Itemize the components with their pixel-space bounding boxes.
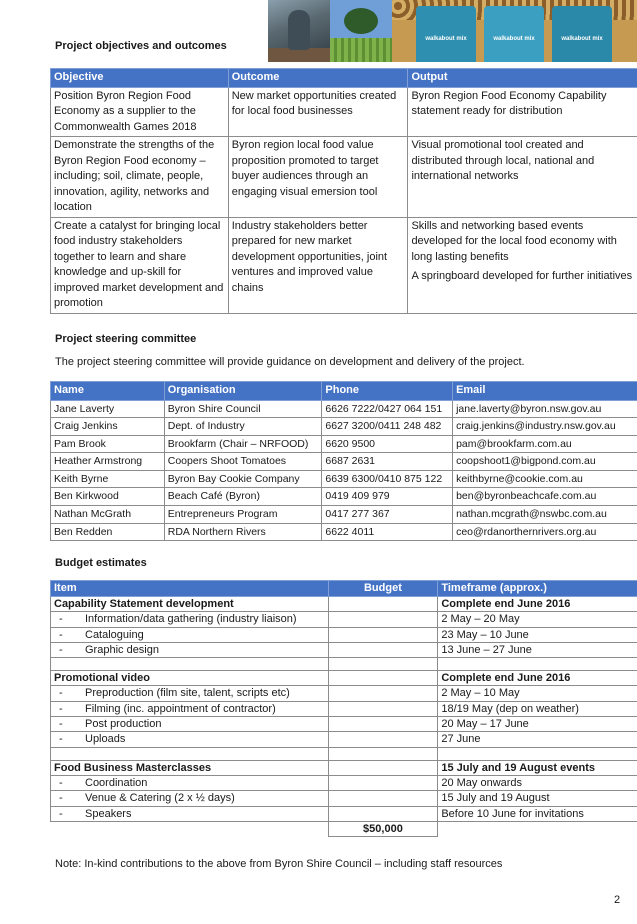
budget-item-time: 27 June: [438, 732, 637, 747]
member-org: Byron Shire Council: [164, 400, 322, 418]
header-photos: [268, 0, 637, 62]
table-header-row: [51, 382, 637, 401]
budget-item-time: 13 June – 27 June: [438, 642, 637, 657]
member-email: keithbyrne@cookie.com.au: [453, 470, 637, 488]
product-pack: walkabout mix: [484, 6, 544, 62]
budget-group-row: [51, 671, 637, 686]
budget-item-label: Cataloguing: [85, 628, 144, 641]
member-org: Byron Bay Cookie Company: [164, 470, 322, 488]
spacer-row: [51, 658, 637, 671]
member-phone: 0417 277 367: [322, 506, 453, 524]
outcome-cell: Byron region local food value proposition promoted to target buyer audiences through an engaging visual emersion tool: [228, 137, 408, 218]
table-row: [51, 418, 637, 436]
member-name: Craig Jenkins: [51, 418, 165, 436]
member-name: Jane Laverty: [51, 400, 165, 418]
budget-note: Note: In-kind contributions to the above from Byron Shire Council – including staff resources: [55, 858, 503, 870]
budget-item-label: Graphic design: [85, 643, 159, 656]
budget-item-row: [51, 806, 637, 821]
member-name: Pam Brook: [51, 435, 165, 453]
budget-table: [50, 580, 637, 837]
budget-item-time: 20 May onwards: [438, 775, 637, 790]
dash: -: [59, 613, 63, 626]
photo-farmland: [330, 0, 392, 62]
table-header-row: [51, 581, 637, 597]
budget-item-label: Speakers: [85, 807, 132, 820]
budget-group-row: [51, 760, 637, 775]
budget-item-label: Information/data gathering (industry liaison): [85, 613, 297, 626]
member-org: RDA Northern Rivers: [164, 523, 322, 541]
output-text: Skills and networking based events developed for the local food economy with long lasting benefits: [411, 219, 617, 263]
dash: -: [59, 792, 63, 805]
member-org: Beach Café (Byron): [164, 488, 322, 506]
output-cell: [408, 217, 637, 313]
budget-item-label: Post production: [85, 718, 162, 731]
outcome-cell: New market opportunities created for local food businesses: [228, 87, 408, 137]
dash: -: [59, 702, 63, 715]
member-phone: 6622 4011: [322, 523, 453, 541]
member-name: Nathan McGrath: [51, 506, 165, 524]
member-name: Ben Kirkwood: [51, 488, 165, 506]
budget-item-label: Filming (inc. appointment of contractor): [85, 702, 276, 715]
steering-heading: Project steering committee: [55, 333, 197, 345]
budget-total: $50,000: [328, 821, 438, 836]
member-org: Dept. of Industry: [164, 418, 322, 436]
budget-group-title: Promotional video: [51, 671, 329, 686]
member-phone: 0419 409 979: [322, 488, 453, 506]
budget-item-row: [51, 612, 637, 627]
member-name: Ben Redden: [51, 523, 165, 541]
committee-table: [50, 381, 637, 541]
objective-cell: Demonstrate the strengths of the Byron Region Food economy – including; soil, climate, people, innovation, agility, networks and location: [51, 137, 229, 218]
objective-cell: Position Byron Region Food Economy as a supplier to the Commonwealth Games 2018: [51, 87, 229, 137]
budget-item-time: 15 July and 19 August: [438, 791, 637, 806]
member-email: pam@brookfarm.com.au: [453, 435, 637, 453]
budget-group-row: [51, 597, 637, 612]
column-header: Output: [408, 69, 637, 88]
member-phone: 6620 9500: [322, 435, 453, 453]
budget-item-row: [51, 701, 637, 716]
column-header: Objective: [51, 69, 229, 88]
dash: -: [59, 807, 63, 820]
member-org: Brookfarm (Chair – NRFOOD): [164, 435, 322, 453]
member-email: coopshoot1@bigpond.com.au: [453, 453, 637, 471]
output-cell: Byron Region Food Economy Capability statement ready for distribution: [408, 87, 637, 137]
table-row: [51, 435, 637, 453]
budget-item-row: [51, 717, 637, 732]
table-row: [51, 137, 637, 218]
member-email: nathan.mcgrath@nswbc.com.au: [453, 506, 637, 524]
table-row: [51, 470, 637, 488]
column-header: Organisation: [164, 382, 322, 401]
dash: -: [59, 718, 63, 731]
table-header-row: [51, 69, 637, 88]
budget-item-row: [51, 775, 637, 790]
table-row: [51, 453, 637, 471]
spacer-row: [51, 747, 637, 760]
budget-item-row: [51, 627, 637, 642]
budget-item-time: 20 May – 17 June: [438, 717, 637, 732]
budget-item-time: 2 May – 10 May: [438, 686, 637, 701]
dash: -: [59, 733, 63, 746]
member-email: craig.jenkins@industry.nsw.gov.au: [453, 418, 637, 436]
output-text: A springboard developed for further initiatives: [411, 270, 633, 282]
column-header: Email: [453, 382, 637, 401]
member-org: Entrepreneurs Program: [164, 506, 322, 524]
budget-item-row: [51, 686, 637, 701]
column-header: Phone: [322, 382, 453, 401]
column-header: Outcome: [228, 69, 408, 88]
budget-group-timeframe: Complete end June 2016: [438, 671, 637, 686]
member-email: jane.laverty@byron.nsw.gov.au: [453, 400, 637, 418]
budget-group-timeframe: Complete end June 2016: [438, 597, 637, 612]
budget-item-label: Coordination: [85, 776, 148, 789]
budget-item-time: Before 10 June for invitations: [438, 806, 637, 821]
table-row: [51, 523, 637, 541]
budget-item-time: 18/19 May (dep on weather): [438, 701, 637, 716]
member-email: ceo@rdanorthernrivers.org.au: [453, 523, 637, 541]
budget-total-row: [51, 821, 637, 836]
member-email: ben@byronbeachcafe.com.au: [453, 488, 637, 506]
member-org: Coopers Shoot Tomatoes: [164, 453, 322, 471]
budget-item-label: Venue & Catering (2 x ½ days): [85, 792, 235, 805]
outcome-cell: Industry stakeholders better prepared for new market development opportunities, joint ventures and improved value chains: [228, 217, 408, 313]
column-header: Budget: [328, 581, 438, 597]
output-cell: Visual promotional tool created and distributed through local, national and international networks: [408, 137, 637, 218]
member-name: Heather Armstrong: [51, 453, 165, 471]
budget-item-row: [51, 642, 637, 657]
objectives-table: [50, 68, 637, 314]
table-row: [51, 87, 637, 137]
table-row: [51, 506, 637, 524]
budget-group-timeframe: 15 July and 19 August events: [438, 760, 637, 775]
member-phone: 6627 3200/0411 248 482: [322, 418, 453, 436]
dash: -: [59, 628, 63, 641]
budget-group-title: Food Business Masterclasses: [51, 760, 329, 775]
photo-product-packs: [392, 0, 637, 62]
steering-intro: The project steering committee will provide guidance on development and delivery of the project.: [55, 356, 525, 368]
objectives-heading: Project objectives and outcomes: [55, 40, 227, 52]
budget-item-row: [51, 791, 637, 806]
photo-food-producer: [268, 0, 330, 62]
member-phone: 6687 2631: [322, 453, 453, 471]
member-phone: 6626 7222/0427 064 151: [322, 400, 453, 418]
objective-cell: Create a catalyst for bringing local food industry stakeholders together to learn and share knowledge and up-skill for improved market development and promotion: [51, 217, 229, 313]
column-header: Timeframe (approx.): [438, 581, 637, 597]
page-number: 2: [614, 894, 621, 906]
product-pack: walkabout mix: [552, 6, 612, 62]
budget-item-label: Preproduction (film site, talent, scripts etc): [85, 687, 290, 700]
table-row: [51, 217, 637, 313]
column-header: Name: [51, 382, 165, 401]
member-phone: 6639 6300/0410 875 122: [322, 470, 453, 488]
product-pack: walkabout mix: [416, 6, 476, 62]
budget-heading: Budget estimates: [55, 557, 147, 569]
budget-item-label: Uploads: [85, 733, 126, 746]
table-row: [51, 488, 637, 506]
budget-item-time: 2 May – 20 May: [438, 612, 637, 627]
dash: -: [59, 643, 63, 656]
budget-item-time: 23 May – 10 June: [438, 627, 637, 642]
column-header: Item: [51, 581, 329, 597]
table-row: [51, 400, 637, 418]
dash: -: [59, 687, 63, 700]
dash: -: [59, 776, 63, 789]
member-name: Keith Byrne: [51, 470, 165, 488]
budget-group-title: Capability Statement development: [51, 597, 329, 612]
budget-item-row: [51, 732, 637, 747]
